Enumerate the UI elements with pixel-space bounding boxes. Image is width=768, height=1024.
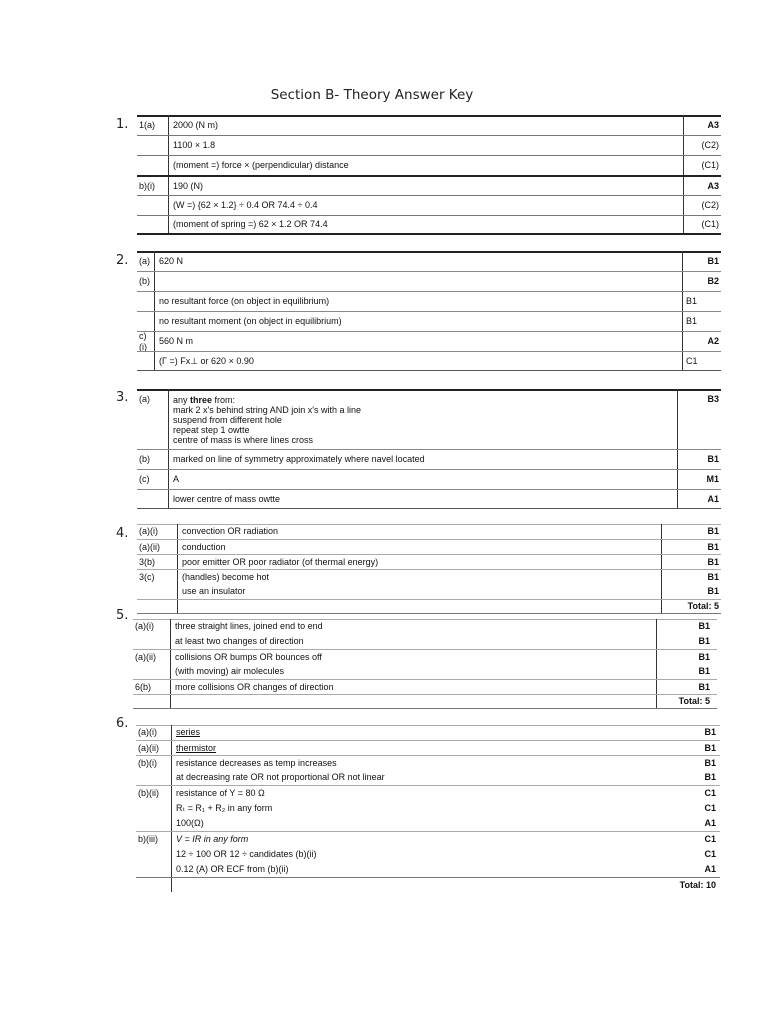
answer-text: (W =) {62 × 1.2} ÷ 0.4 OR 74.4 ÷ 0.4 (173, 200, 318, 210)
mark-value: C1 (704, 834, 716, 844)
part-label (137, 312, 154, 331)
question-number: 1. (116, 117, 129, 132)
part-label: b)(iii) (138, 834, 158, 844)
answer-text: convection OR radiation (182, 526, 279, 536)
table-row (136, 877, 720, 892)
mark-value: B1 (698, 621, 710, 631)
table-row (133, 619, 717, 634)
mark-value: C1 (704, 803, 716, 813)
table-row (137, 175, 721, 195)
answer-text: (Γ =) Fx⊥ or 620 × 0.90 (159, 355, 254, 366)
answer-text: use an insulator (182, 586, 246, 596)
table-row (133, 694, 717, 709)
mark-value: B1 (704, 772, 716, 782)
page-title: Section B- Theory Answer Key (270, 87, 474, 103)
part-label: (b)(ii) (138, 788, 159, 798)
part-label (137, 156, 168, 175)
table-row (137, 271, 721, 291)
part-label (136, 801, 171, 816)
answer-text: lower centre of mass owtte (173, 493, 281, 504)
answer-text (168, 389, 677, 449)
part-label: b)(i) (139, 180, 155, 191)
mark-value: B1 (707, 526, 719, 536)
answer-text-bold: three (190, 395, 213, 405)
part-label: c)(i) (139, 332, 147, 351)
answer-text: at least two changes of direction (175, 636, 304, 646)
table-row (137, 489, 721, 509)
answer-text: (moment =) force × (perpendicular) distance (173, 160, 349, 170)
answer-text: series (176, 727, 201, 737)
table-row (137, 195, 721, 215)
answer-text: (moment of spring =) 62 × 1.2 OR 74.4 (173, 219, 328, 229)
part-label: (c) (139, 474, 150, 484)
part-label (137, 490, 168, 508)
mark-value: (C1) (701, 160, 719, 170)
part-label: 3(b) (139, 556, 156, 567)
table-row (137, 291, 721, 311)
answer-text: V = IR in any form (176, 834, 249, 844)
part-label: (a)(ii) (135, 651, 156, 662)
answer-text (177, 600, 661, 613)
mark-value: B1 (704, 742, 716, 753)
table-row (137, 389, 721, 449)
part-label: (a)(ii) (138, 742, 159, 753)
part-label: 3(c) (139, 571, 155, 582)
question-number: 6. (116, 716, 129, 731)
table-row (133, 634, 717, 649)
mark-value: A1 (707, 493, 719, 504)
answer-text: collisions OR bumps OR bounces off (175, 651, 322, 662)
answer-text: (handles) become hot (182, 571, 270, 582)
mark-value: B1 (704, 757, 716, 768)
table-row (136, 785, 720, 801)
table-row (137, 539, 721, 554)
mark-value: B1 (698, 636, 710, 646)
table-row (136, 801, 720, 816)
answer-text: 1100 × 1.8 (173, 140, 216, 150)
answer-text: no resultant moment (on object in equilibrium) (159, 316, 342, 326)
answer-text: 100(Ω) (176, 818, 204, 828)
mark-value: (C2) (701, 200, 719, 210)
answer-text: marked on line of symmetry approximately where navel located (173, 454, 425, 464)
answer-text: 0.12 (A) OR ECF from (b)(ii) (176, 864, 289, 874)
question-number: 4. (116, 526, 129, 541)
answer-text: poor emitter OR poor radiator (of thermal energy) (182, 556, 379, 567)
table-row (137, 115, 721, 135)
part-label (137, 292, 154, 311)
answer-text: thermistor (176, 742, 217, 753)
mark-value: B1 (686, 296, 698, 306)
answer-text (154, 272, 682, 291)
mark-value: A1 (704, 864, 716, 874)
table-row (137, 524, 721, 539)
mark-value: B1 (707, 586, 719, 596)
table-row (137, 449, 721, 469)
question-number: 3. (116, 390, 129, 405)
answer-table-q3 (137, 389, 721, 509)
answer-text: conduction (182, 541, 226, 552)
part-label: (a)(i) (135, 621, 154, 631)
table-row (136, 725, 720, 740)
table-row (137, 215, 721, 235)
part-label (137, 600, 177, 613)
mark-value: B1 (698, 666, 710, 676)
part-label (137, 216, 168, 233)
table-row (136, 862, 720, 877)
part-label (136, 847, 171, 862)
mark-value: B1 (707, 454, 719, 464)
answer-table-q5 (133, 619, 717, 709)
answer-text: 190 (N) (173, 180, 204, 191)
table-row (137, 584, 721, 599)
table-row (137, 351, 721, 371)
part-label (137, 196, 168, 215)
table-row (137, 599, 721, 614)
table-row (136, 847, 720, 862)
part-label (133, 695, 170, 708)
answer-table-q4 (137, 524, 721, 614)
part-label: (b) (139, 276, 150, 286)
table-row (137, 569, 721, 584)
part-label: 1(a) (139, 119, 156, 130)
table-row (137, 135, 721, 155)
part-label (137, 584, 177, 599)
answer-text: A (173, 474, 180, 484)
mark-value: A3 (707, 180, 719, 191)
table-row (136, 816, 720, 831)
question-number: 5. (116, 608, 129, 623)
table-row (137, 469, 721, 489)
mark-value: A2 (707, 336, 719, 346)
mark-value: B1 (707, 571, 719, 582)
mark-value: A1 (704, 818, 716, 828)
answer-text-part: from: mark 2 x's behind string AND join x's with a line suspend from different hole repeat step 1 owtte centre of mass is where lines cross (173, 395, 362, 445)
question-number: 2. (116, 253, 129, 268)
part-label: (a) (139, 394, 150, 404)
answer-text: three straight lines, joined end to end (175, 621, 323, 631)
part-label (136, 878, 171, 892)
answer-text: more collisions OR changes of direction (175, 681, 334, 692)
mark-value: B1 (704, 727, 716, 737)
part-label: (a) (139, 255, 150, 266)
mark-value: C1 (704, 849, 716, 859)
answer-text: no resultant force (on object in equilibrium) (159, 296, 330, 306)
answer-text: 12 ÷ 100 OR 12 ÷ candidates (b)(ii) (176, 849, 317, 859)
part-label: (b) (139, 454, 150, 464)
mark-value: B1 (707, 255, 719, 266)
mark-value: B1 (698, 651, 710, 662)
part-label (136, 770, 171, 785)
table-row (136, 755, 720, 770)
mark-value: M1 (706, 474, 719, 484)
answer-text: at decreasing rate OR not proportional OR not linear (176, 772, 385, 782)
mark-value: B1 (698, 681, 710, 692)
total-score: Total: 10 (679, 879, 716, 890)
answer-text: Rₜ = R₁ + R₂ in any form (176, 803, 273, 813)
part-label: (a)(ii) (139, 541, 160, 552)
mark-value: (C2) (701, 140, 719, 150)
answer-text: (with moving) air molecules (175, 666, 285, 676)
answer-text: 560 N m (159, 336, 194, 346)
table-row (133, 649, 717, 664)
part-label (137, 136, 168, 155)
answer-table-q1 (137, 115, 721, 235)
mark-value: B2 (707, 276, 719, 286)
table-row (137, 155, 721, 175)
mark-value: A3 (707, 119, 719, 130)
part-label: (b)(i) (138, 757, 157, 768)
part-label: 6(b) (135, 681, 152, 692)
table-row (137, 251, 721, 271)
answer-text-part: any (173, 395, 191, 405)
total-score: Total: 5 (678, 696, 710, 706)
table-row (136, 831, 720, 847)
answer-text: resistance of Y = 80 Ω (176, 788, 265, 798)
part-label (133, 664, 170, 679)
answer-table-q6 (136, 725, 720, 892)
part-label (136, 816, 171, 831)
answer-text (170, 695, 656, 708)
mark-value: (C1) (701, 219, 719, 229)
table-row (137, 554, 721, 569)
mark-value: B3 (707, 394, 719, 404)
part-label: (a)(i) (139, 526, 158, 536)
mark-value: C1 (686, 355, 698, 366)
table-row (133, 664, 717, 679)
part-label (137, 352, 154, 370)
table-row (133, 679, 717, 694)
table-row (137, 311, 721, 331)
mark-value: B1 (707, 541, 719, 552)
table-row (137, 331, 721, 351)
table-row (136, 740, 720, 755)
answer-table-q2 (137, 251, 721, 371)
part-label (136, 862, 171, 877)
mark-value: B1 (686, 316, 698, 326)
part-label: (a)(i) (138, 727, 157, 737)
answer-text: resistance decreases as temp increases (176, 757, 337, 768)
mark-value: B1 (707, 556, 719, 567)
table-row (136, 770, 720, 785)
answer-text: 2000 (N m) (173, 119, 219, 130)
answer-text: 620 N (159, 255, 184, 266)
total-score: Total: 5 (687, 601, 719, 611)
answer-text (171, 878, 661, 892)
part-label (133, 634, 170, 649)
mark-value: C1 (704, 788, 716, 798)
